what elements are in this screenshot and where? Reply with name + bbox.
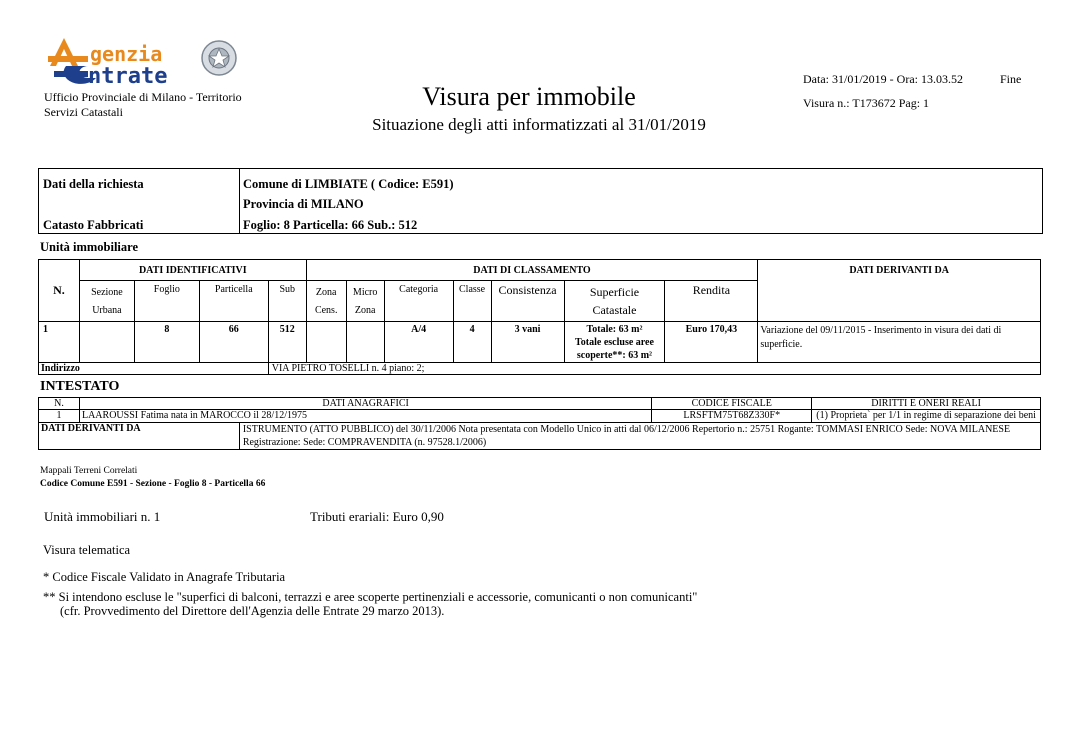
cell-rendita: Euro 170,43 [665,322,758,363]
tributi: Tributi erariali: Euro 0,90 [310,509,444,524]
mappali-line-2: Codice Comune E591 - Sezione - Foglio 8 - Particella 66 [40,479,266,489]
svg-text:genzia: genzia [90,42,163,66]
cell-classe: 4 [453,322,491,363]
th-consistenza: Consistenza [491,281,564,322]
cell-derivanti: Variazione del 09/11/2015 - Inserimento in visura dei dati di superficie. [758,322,1041,363]
th-foglio: Foglio [134,281,199,322]
cell-sub: 512 [268,322,306,363]
page-title: Visura per immobile [422,82,636,111]
note-provvedimento: (cfr. Provvedimento del Direttore dell'Agenzia delle Entrate 29 marzo 2013). [60,604,445,618]
cell-n: 1 [39,322,80,363]
date-time: Data: 31/01/2019 - Ora: 13.03.52 [803,72,963,86]
office-line-2: Servizi Catastali [44,105,123,119]
th-superficie: Superficie Catastale [564,281,665,322]
agenzia-entrate-logo [44,36,240,88]
cell-particella: 66 [199,322,268,363]
cell-foglio: 8 [134,322,199,363]
fine-label: Fine [1000,72,1022,86]
svg-text:ntrate: ntrate [88,64,168,88]
richiesta-label: Dati della richiesta [43,177,144,191]
th-micro: Micro Zona [346,281,384,322]
unita-table [38,259,1041,375]
int-derivanti-label: DATI DERIVANTI DA [39,423,240,450]
th-classe: Classe [453,281,491,322]
intestato-title: INTESTATO [40,379,120,394]
th-sezione: Sezione Urbana [79,281,134,322]
th-int-n: N. [39,398,80,410]
visura-number: Visura n.: T173672 Pag: 1 [803,96,930,110]
indirizzo-value: VIA PIETRO TOSELLI n. 4 piano: 2; [268,363,1040,375]
th-rendita: Rendita [665,281,758,322]
th-particella: Particella [199,281,268,322]
provincia: Provincia di MILANO [243,197,364,211]
cell-int-n: 1 [39,410,80,423]
th-zona: Zona Cens. [306,281,346,322]
th-n: N. [39,260,80,322]
cell-superficie: Totale: 63 m² Totale escluse aree scoperte**: 63 m² [564,322,665,363]
mappali-line-1: Mappali Terreni Correlati [40,466,138,476]
unita-title: Unità immobiliare [40,240,139,254]
foglio-particella: Foglio: 8 Particella: 66 Sub.: 512 [243,218,418,232]
unita-count: Unità immobiliari n. 1 [44,509,161,524]
cell-micro [346,322,384,363]
visura-telematica: Visura telematica [43,543,131,557]
cell-diritti: (1) Proprieta` per 1/1 in regime di separazione dei beni [812,410,1041,423]
th-classamento: DATI DI CLASSAMENTO [306,260,758,281]
richiesta-box [38,168,1043,234]
cell-anagrafici: LAAROUSSI Fatima nata in MAROCCO il 28/12/1975 [79,410,651,423]
cell-cf: LRSFTM75T68Z330F* [652,410,812,423]
cell-sezione [79,322,134,363]
th-cf: CODICE FISCALE [652,398,812,410]
office-line-1: Ufficio Provinciale di Milano - Territorio [44,90,242,104]
page-subtitle: Situazione degli atti informatizzati al 31/01/2019 [372,115,706,134]
indirizzo-label: Indirizzo [39,363,269,375]
catasto-label: Catasto Fabbricati [43,218,144,232]
comune: Comune di LIMBIATE ( Codice: E591) [243,177,454,191]
th-derivanti: DATI DERIVANTI DA [758,260,1041,322]
cell-categoria: A/4 [384,322,453,363]
note-superfici: ** Si intendono escluse le "superfici di balconi, terrazzi e aree scoperte pertinenziali e accessorie, comunicanti o non comunicanti" [43,590,698,604]
intestato-table [38,397,1041,450]
cell-zona [306,322,346,363]
table-row [39,410,1041,423]
cell-consistenza: 3 vani [491,322,564,363]
th-identificativi: DATI IDENTIFICATIVI [79,260,306,281]
note-codice-fiscale: * Codice Fiscale Validato in Anagrafe Tributaria [43,570,286,584]
th-anagrafici: DATI ANAGRAFICI [79,398,651,410]
th-sub: Sub [268,281,306,322]
th-diritti: DIRITTI E ONERI REALI [812,398,1041,410]
int-derivanti-value: ISTRUMENTO (ATTO PUBBLICO) del 30/11/2006 Nota presentata con Modello Unico in atti dal 06/12/2006 Repertorio n.: 25751 Rogante: TOMMASI ENRICO Sede: NOVA MILANESE Registrazione: Sede: COMPRAVENDITA (n. 97528.1/2006) [239,423,1040,450]
table-row [39,322,1041,363]
th-categoria: Categoria [384,281,453,322]
emblem-icon [202,41,236,75]
